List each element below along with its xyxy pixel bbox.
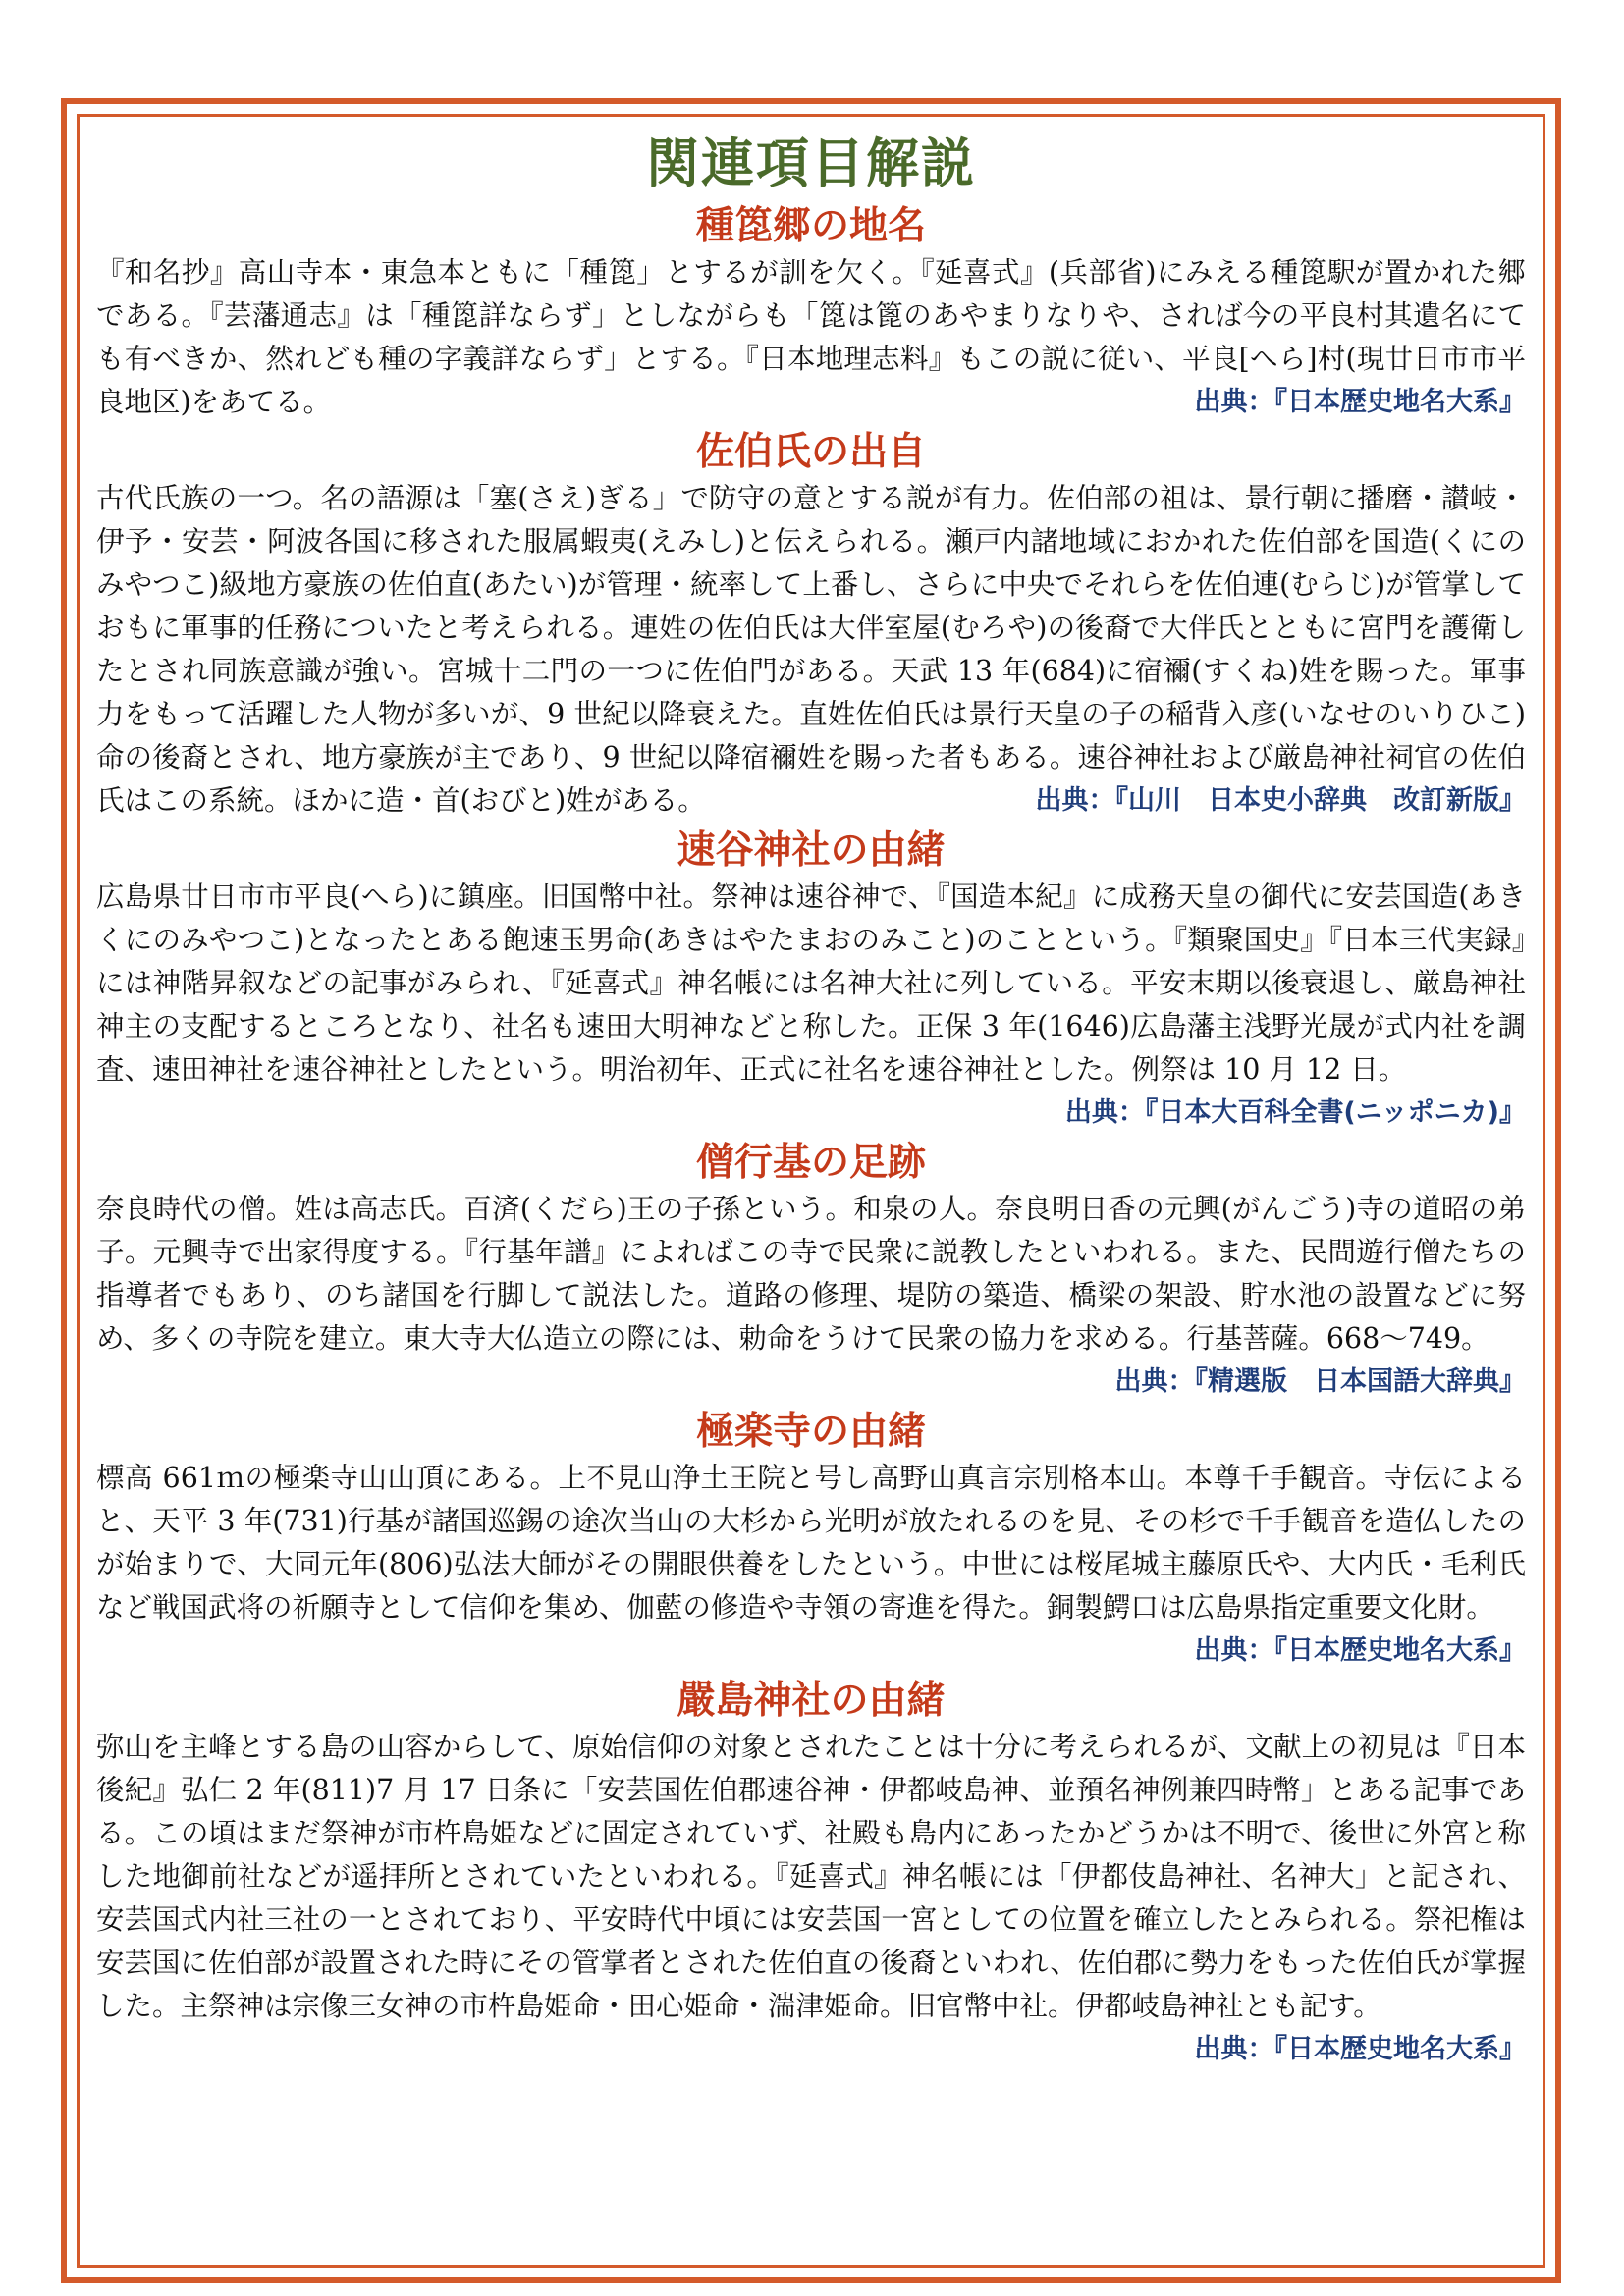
document-body — [96, 126, 1526, 2073]
section-text: 広島県廿日市市平良(へら)に鎮座。旧国幣中社。祭神は速谷神で、『国造本紀』に成務天皇の御代に安芸国造(あきくにのみやつこ)となったとある飽速玉男命(あきはやたまおのみこと)のことという。『類聚国史』『日本三代実録』には神階昇叙などの記事がみられ、『延喜式』神名帳には名神大社に列している。平安末期以後衰退し、厳島神社神主の支配するところとなり、社名も速田大明神などと称した。正保 3 年(1646)広島藩主浅野光晟が式内社を調査、速田神社を速谷神社としたという。明治初年、正式に社名を速谷神社とした。例祭は 10 月 12 日。 — [96, 881, 1526, 1086]
section-text: 奈良時代の僧。姓は高志氏。百済(くだら)王の子孫という。和泉の人。奈良明日香の元興(がんごう)寺の道昭の弟子。元興寺で出家得度する。『行基年譜』によればこの寺で民衆に説教したといわれる。また、民間遊行僧たちの指導者でもあり、のち諸国を行脚して説法した。道路の修理、堤防の築造、橋梁の架設、貯水池の設置などに努め、多くの寺院を建立。東大寺大仏造立の際には、勅命をうけて民衆の協力を求める。行基菩薩。668～749。 — [96, 1193, 1526, 1355]
section-title: 速谷神社の由緒 — [677, 828, 946, 873]
section-text: 弥山を主峰とする島の山容からして、原始信仰の対象とされたことは十分に考えられるが、文献上の初見は『日本後紀』弘仁 2 年(811)7 月 17 日条に「安芸国佐伯郡速谷神・伊都岐島神、並預名神例兼四時幣」とある記事である。この頃はまだ祭神が市杵島姫などに固定されていず、社殿も島内にあったかどうかは不明で、後世に外宮と称した地御前社などが遥拝所とされていたといわれる。『延喜式』神名帳には「伊都伎島神社、名神大」と記され、安芸国式内社三社の一とされており、平安時代中頃には安芸国一宮としての位置を確立したとみられる。祭祀権は安芸国に佐伯部が設置された時にその管掌者とされた佐伯直の後裔といわれ、佐伯郡に勢力をもった佐伯氏が掌握した。主祭神は宗像三女神の市杵島姫命・田心姫命・湍津姫命。旧官幣中社。伊都岐島神社とも記す。 — [96, 1731, 1526, 2022]
section-title: 極楽寺の由緒 — [695, 1409, 926, 1454]
source-citation: 出典：『精選版 日本国語大辞典』 — [1114, 1366, 1526, 1397]
section-saeki-origin — [96, 426, 1526, 823]
section-title: 嚴島神社の由緒 — [677, 1678, 946, 1723]
section-title: 種箆郷の地名 — [695, 203, 926, 248]
section-title: 僧行基の足跡 — [695, 1140, 926, 1185]
section-body — [96, 251, 1526, 424]
section-itsukushima-shrine — [96, 1675, 1526, 2071]
section-body — [96, 1726, 1526, 2064]
section-gokurakuji-temple — [96, 1406, 1526, 1673]
section-hayatani-shrine — [96, 825, 1526, 1135]
source-citation: 出典：『日本歴史地名大系』 — [1194, 387, 1526, 417]
page-title: 関連項目解説 — [646, 132, 976, 194]
source-citation: 出典：『日本大百科全書(ニッポニカ)』 — [1064, 1097, 1526, 1128]
section-body — [96, 1457, 1526, 1666]
source-citation: 出典：『日本歴史地名大系』 — [1194, 1635, 1526, 1666]
section-body — [96, 477, 1526, 823]
section-gyoki-footsteps — [96, 1137, 1526, 1404]
section-body — [96, 1188, 1526, 1397]
section-text: 標高 661ｍの極楽寺山山頂にある。上不見山浄土王院と号し高野山真言宗別格本山。本尊千手観音。寺伝によると、天平 3 年(731)行基が諸国巡錫の途次当山の大杉から光明が放たれるのを見、その杉で千手観音を造仏したのが始まりで、大同元年(806)弘法大師がその開眼供養をしたという。中世には桜尾城主藤原氏や、大内氏・毛利氏など戦国武将の祈願寺として信仰を集め、伽藍の修造や寺領の寄進を得た。銅製鰐口は広島県指定重要文化財。 — [96, 1462, 1526, 1624]
section-body — [96, 876, 1526, 1128]
section-text: 『和名抄』高山寺本・東急本ともに「種箆」とするが訓を欠く。『延喜式』(兵部省)にみえる種箆駅が置かれた郷である。『芸藩通志』は「種箆詳ならず」としながらも「箆は篦のあやまりなりや、されば今の平良村其遺名にても有べきか、然れども種の字義詳ならず」とする。『日本地理志料』もこの説に従い、平良[へら]村(現廿日市市平良地区)をあてる。 — [96, 256, 1526, 418]
section-text: 古代氏族の一つ。名の語源は「塞(さえ)ぎる」で防守の意とする説が有力。佐伯部の祖は、景行朝に播磨・讃岐・伊予・安芸・阿波各国に移された服属蝦夷(えみし)と伝えられる。瀬戸内諸地域におかれた佐伯部を国造(くにのみやつこ)級地方豪族の佐伯直(あたい)が管理・統率して上番し、さらに中央でそれらを佐伯連(むらじ)が管掌しておもに軍事的任務についたと考えられる。連姓の佐伯氏は大伴室屋(むろや)の後裔で大伴氏とともに宮門を護衛したとされ同族意識が強い。宮城十二門の一つに佐伯門がある。天武 13 年(684)に宿禰(すくね)姓を賜った。軍事力をもって活躍した人物が多いが、9 世紀以降衰えた。直姓佐伯氏は景行天皇の子の稲背入彦(いなせのいりひこ)命の後裔とされ、地方豪族が主であり、9 世紀以降宿禰姓を賜った者もある。速谷神社および厳島神社祠官の佐伯氏はこの系統。ほかに造・首(おびと)姓がある。 — [96, 482, 1526, 817]
source-citation: 出典：『日本歴史地名大系』 — [1194, 2034, 1526, 2064]
section-title: 佐伯氏の出自 — [695, 429, 926, 474]
section-tanohe-place-name — [96, 200, 1526, 424]
source-citation: 出典：『山川 日本史小辞典 改訂新版』 — [1035, 785, 1526, 816]
